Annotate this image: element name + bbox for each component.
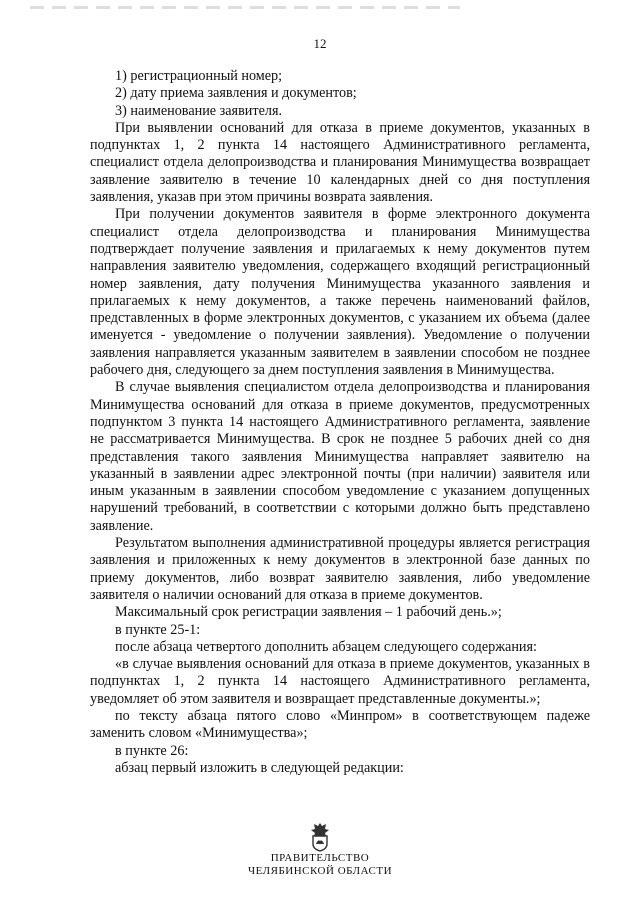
paragraph-procedure-result: Результатом выполнения административной процедуры является регистрация заявления и приложенных к нему документов в электронной базе данных по приему документов, либо возврат заявителю заявления, либо уведомление заявителя о наличии оснований для отказа в приеме документов. bbox=[90, 535, 590, 603]
paragraph-clause-25-1: в пункте 25-1: bbox=[115, 621, 201, 638]
paragraph-list-item-2: 2) дату приема заявления и документов; bbox=[115, 85, 357, 102]
paragraph-add-after-fourth: после абзаца четвертого дополнить абзацем следующего содержания: bbox=[115, 638, 537, 655]
paragraph-electronic-receipt: При получении документов заявителя в форме электронного документа специалист отдела делопроизводства и планирования Минимущества подтверждает получение заявления и прилагаемых к нему документов путем направления заявителю уведомления, содержащего входящий регистрационный номер заявления, дату получения Минимущества указанного заявления и прилагаемых к нему документов, а также перечень наименований файлов, представленных в форме электронных документов, с указанием их объема (далее именуется - уведомление о получении заявления). Уведомление о получении заявления направляется указанным заявителем в заявлении способом не позднее рабочего дня, следующего за днем поступления заявления в Минимущества. bbox=[90, 206, 590, 379]
paragraph-list-item-1: 1) регистрационный номер; bbox=[115, 68, 283, 84]
paragraph-max-term: Максимальный срок регистрации заявления – 1 рабочий день.»; bbox=[115, 604, 502, 621]
paragraph-refusal-electronic: В случае выявления специалистом отдела делопроизводства и планирования Минимущества оснований для отказа в приеме документов, предусмотренных подпунктом 3 пункта 14 настоящего Административного регламента, заявление не рассматривается Минимущества. В срок не позднее 5 рабочих дней со дня представления такого заявления Минимущества направляет заявителю на указанный в заявлении адрес электронной почты (при наличии) заявителя или иным указанным в заявлении способом уведомление с указанием допущенных нарушений требований, в соответствии с которыми должно быть представлено заявление. bbox=[90, 379, 590, 534]
paragraph-replace-word: по тексту абзаца пятого слово «Минпром» в соответствующем падеже заменить словом «Минимущества»; bbox=[90, 707, 590, 742]
scan-artifact-line bbox=[30, 6, 460, 9]
footer-line-government: ПРАВИТЕЛЬСТВО bbox=[270, 852, 370, 864]
footer-stamp bbox=[0, 822, 640, 878]
page-number: 12 bbox=[313, 36, 327, 51]
paragraph-refusal-return: При выявлении оснований для отказа в приеме документов, указанных в подпунктах 1, 2 пункта 14 настоящего Административного регламента, специалист отдела делопроизводства и планирования Минимущества возвращает заявление заявителю в течение 10 календарных дней со дня поступления заявления, указав при этом причины возврата заявления. bbox=[90, 119, 590, 206]
paragraph-clause-26: в пункте 26: bbox=[115, 742, 189, 759]
paragraph-list-item-3: 3) наименование заявителя. bbox=[115, 102, 283, 119]
document-body bbox=[90, 68, 590, 777]
footer-line-region: ЧЕЛЯБИНСКОЙ ОБЛАСТИ bbox=[247, 865, 393, 877]
paragraph-first-edition: абзац первый изложить в следующей редакции: bbox=[115, 759, 404, 776]
coat-of-arms-icon bbox=[308, 822, 332, 852]
paragraph-quoted-addition: «в случае выявления оснований для отказа в приеме документов, указанных в подпунктах 1, 2 пункта 14 настоящего Административного регламента, уведомляет об этом заявителя и возвращает представленные документы.»; bbox=[90, 656, 590, 707]
